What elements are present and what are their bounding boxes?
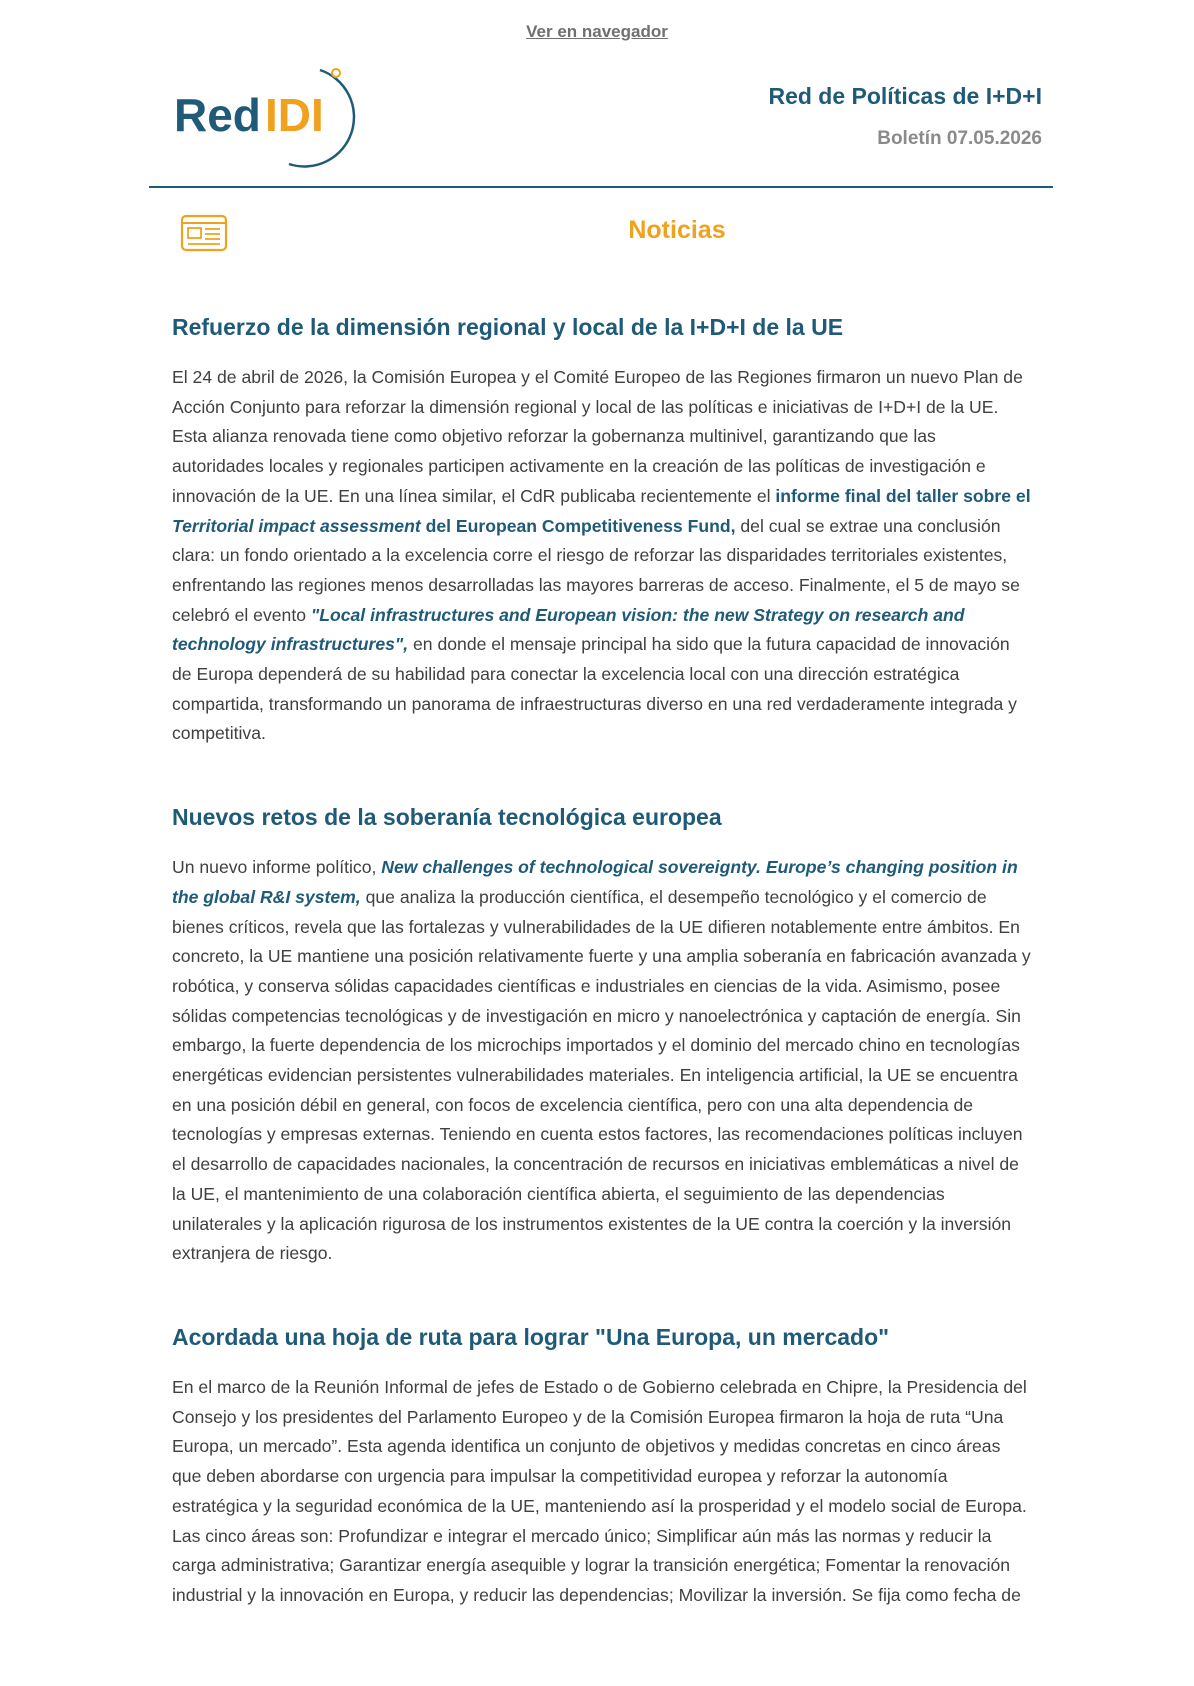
article-tech-sovereignty <box>172 795 1032 1269</box>
redidi-logo <box>172 64 382 174</box>
section-title: Noticias <box>628 216 726 244</box>
logo-text-red: Red <box>174 89 261 141</box>
article-title: Acordada una hoja de ruta para lograr "Una Europa, un mercado" <box>172 1323 890 1350</box>
article-body: El 24 de abril de 2026, la Comisión Europea y el Comité Europeo de las Regiones firmaron un nuevo Plan de Acción Conjunto para reforzar la dimensión regional y local de las políticas e iniciativas de I+D+I de la UE. Esta alianza renovada tiene como objetivo reforzar la gobernanza multinivel, garantizando que las autoridades locales y regionales participen activamente en la creación de las políticas de investigación e innovación de la UE. En una línea similar, el CdR publicaba recientemente el informe final del taller sobre el Territorial impact assessment del European Competitiveness Fund, del cual se extrae una conclusión clara: un fondo orientado a la excelencia corre el riesgo de reforzar las disparidades territoriales existentes, enfrentando las regiones menos desarrolladas las mayores barreras de acceso. Finalmente, el 5 de mayo se celebró el evento "Local infrastructures and European vision: the new Strategy on research and technology infrastructures", en donde el mensaje principal ha sido que la futura capacidad de innovación de Europa dependerá de su habilidad para conectar la excelencia local con una dirección estratégica compartida, transformando un panorama de infraestructuras diverso en una red verdaderamente integrada y competitiva. <box>172 367 1031 744</box>
network-name: Red de Políticas de I+D+I <box>768 83 1042 109</box>
article-body: En el marco de la Reunión Informal de jefes de Estado o de Gobierno celebrada en Chipre, la Presidencia del Consejo y los presidentes del Parlamento Europeo y de la Comisión Europea firmaron la hoja de ruta “Una Europa, un mercado”. Esta agenda identifica un conjunto de objetivos y medidas concretas en cinco áreas que deben abordarse con urgencia para impulsar la competitividad europea y reforzar la autonomía estratégica y la seguridad económica de la UE, manteniendo así la prosperidad y el modelo social de Europa. Las cinco áreas son: Profundizar e integrar el mercado único; Simplificar aún más las normas y reducir la carga administrativa; Garantizar energía asequible y lograr la transición energética; Fomentar la renovación industrial y la innovación en Europa, y reducir las dependencias; Movilizar la inversión. Se fija como fecha de <box>172 1376 1027 1605</box>
article-title: Nuevos retos de la soberanía tecnológica europea <box>172 804 722 831</box>
policy-report-link[interactable]: New challenges of technological sovereignty. Europe’s changing position in the global R&I system, <box>172 857 1018 907</box>
article-one-europe-one-market <box>172 1315 1032 1611</box>
article-title: Refuerzo de la dimensión regional y local de la I+D+I de la UE <box>172 314 844 340</box>
article-body: Un nuevo informe político, New challenges of technological sovereignty. Europe’s changing position in the global R&I system, que analiza la producción científica, el desempeño tecnológico y el comercio de bienes críticos, revela que las fortalezas y vulnerabilidades de la UE difieren notablemente entre ámbitos. En concreto, la UE mantiene una posición relativamente fuerte y una amplia soberanía en fabricación avanzada y robótica, y conserva sólidas capacidades científicas e industriales en ciencias de la vida. Asimismo, posee sólidas competencias tecnológicas y de investigación en micro y nanoelectrónica y captación de energía. Sin embargo, la fuerte dependencia de los microchips importados y el dominio del mercado chino en tecnologías energéticas evidencian persistentes vulnerabilidades materiales. En inteligencia artificial, la UE se encuentra en una posición débil en general, con focos de excelencia científica, pero con una alta dependencia de tecnologías y empresas externas. Teniendo en cuenta estos factores, las recomendaciones políticas incluyen el desarrollo de capacidades nacionales, la concentración de recursos en iniciativas emblemáticas a nivel de la UE, el mantenimiento de una colaboración científica abierta, el seguimiento de las dependencias unilaterales y la aplicación rigurosa de los instrumentos existentes de la UE contra la coerción y la inversión extranjera de riesgo. <box>172 857 1031 1264</box>
view-in-browser-link[interactable]: Ver en navegador <box>526 22 668 41</box>
header-info <box>768 80 1042 150</box>
logo-text-idi: IDI <box>265 89 324 141</box>
article-regional-dimension <box>172 305 1032 749</box>
event-link[interactable]: "Local infrastructures and European vision: the new Strategy on research and technology infrastructures", <box>172 604 965 655</box>
header-divider <box>149 186 1053 188</box>
report-link[interactable]: informe final del taller sobre el Territorial impact assessment del European Competitiveness Fund, <box>172 485 1031 536</box>
news-list <box>172 305 1032 1657</box>
bulletin-date: Boletín 07.05.2026 <box>877 128 1042 149</box>
